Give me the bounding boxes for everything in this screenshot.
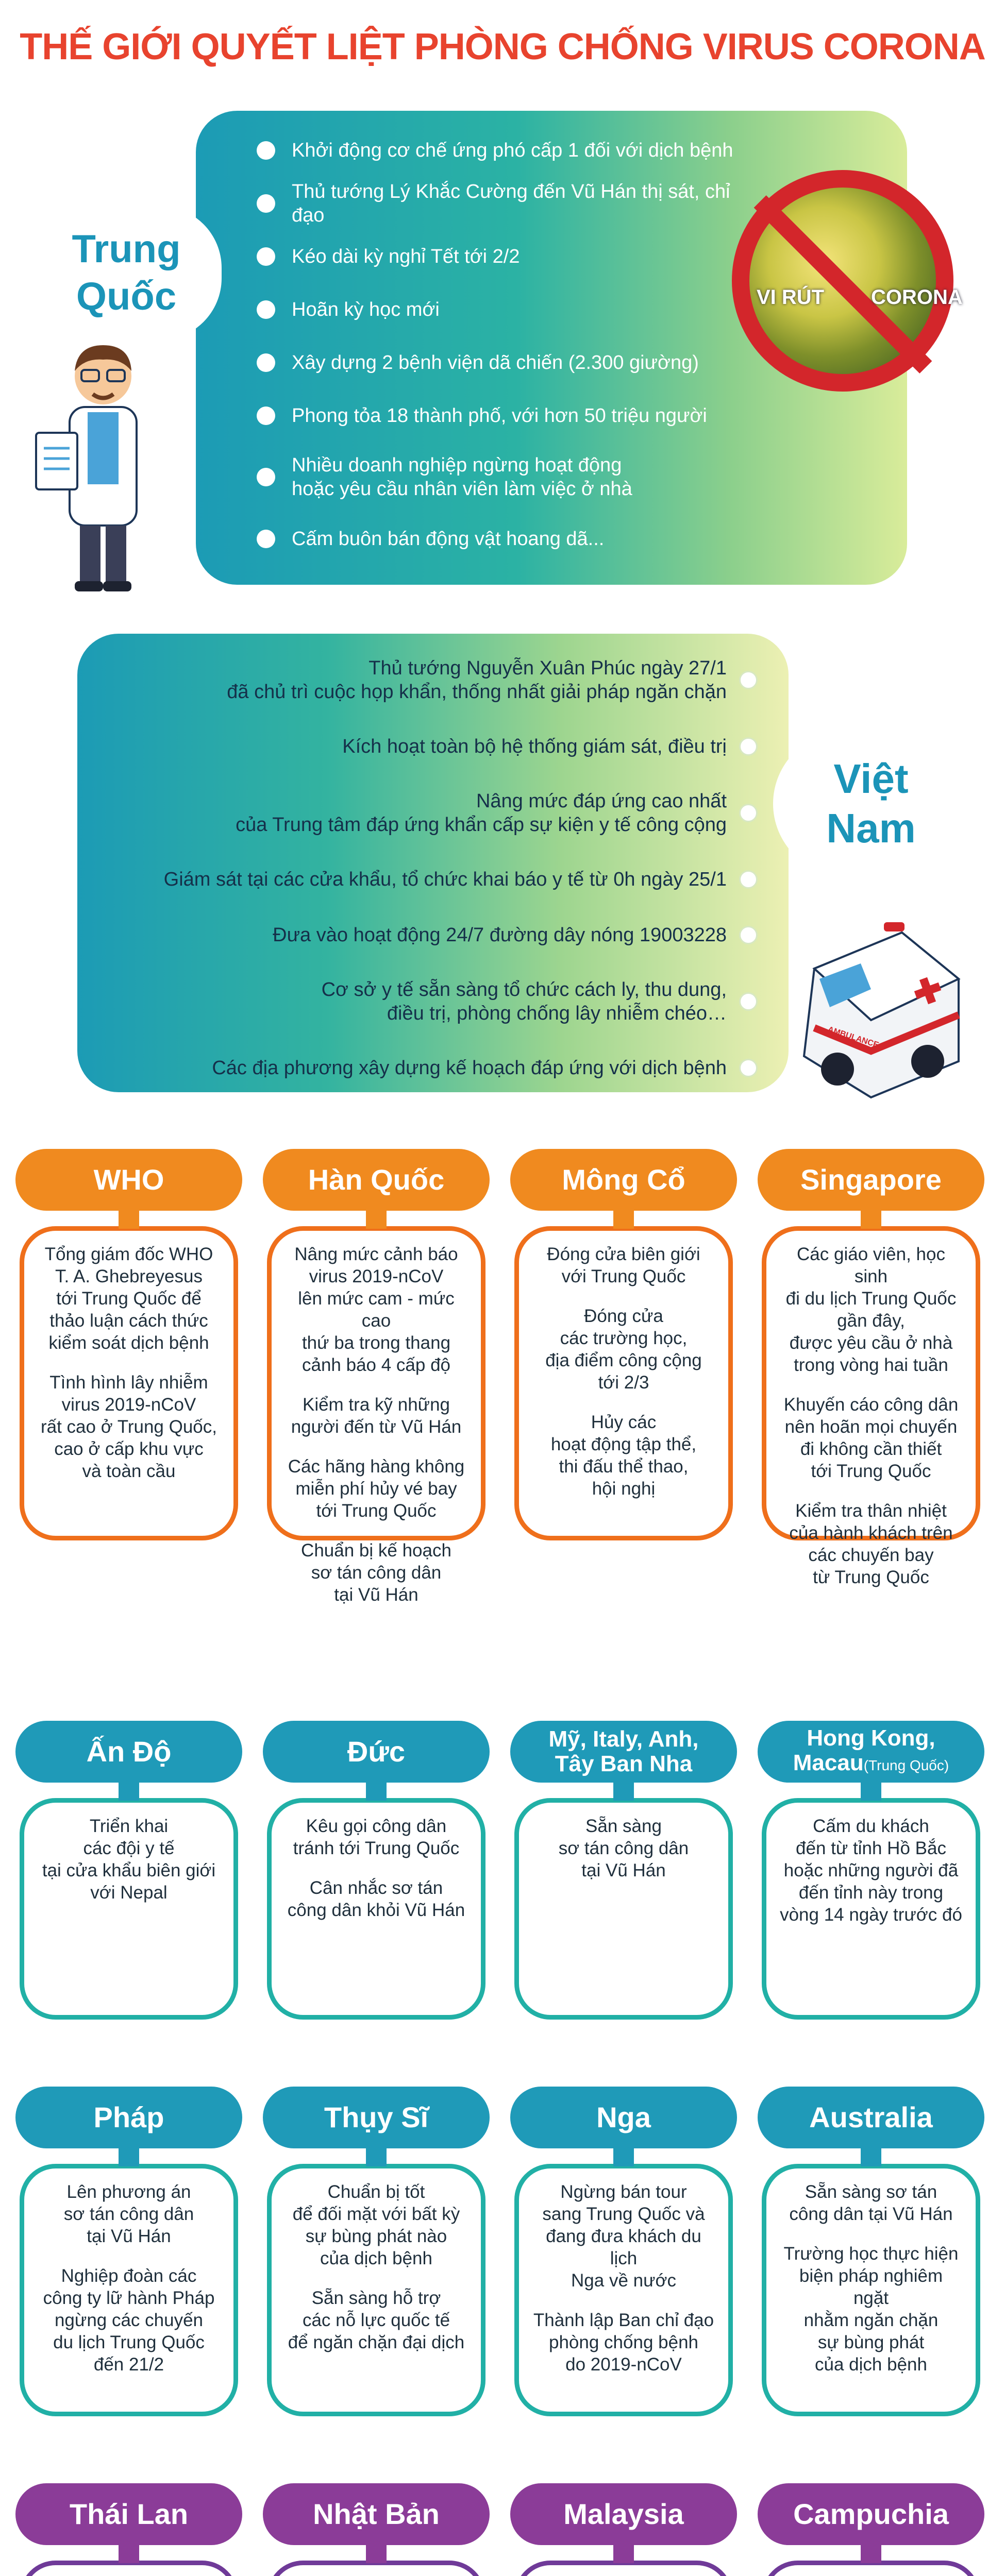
country-measure-text: Kiểm tra kỹ những người đến từ Vũ Hán xyxy=(291,1395,462,1437)
china-measures-list xyxy=(242,124,758,565)
country-measure-text: Lên phương án sơ tán công dân tại Vũ Hán xyxy=(63,2182,194,2246)
pill-connector xyxy=(366,2543,387,2563)
country-measure-text: Sẵn sàng hỗ trợ các nỗ lực quốc tế để ngăn chặn đại dịch xyxy=(288,2288,465,2352)
country-measure-text: Các giáo viên, học sinh đi du lịch Trung Quốc gần đây, được yêu cầu ở nhà trong vòng hai tuần xyxy=(785,1244,957,1375)
country-measures-box xyxy=(514,1226,733,1540)
china-measure-item xyxy=(242,512,758,565)
country-measure-text: Đóng cửa biên giới với Trung Quốc xyxy=(547,1244,700,1286)
china-measure-text: Phong tỏa 18 thành phố, với hơn 50 triệu người xyxy=(292,404,707,427)
vietnam-measure-text: Các địa phương xây dựng kế hoạch đáp ứng với dịch bệnh xyxy=(212,1057,727,1079)
pill-connector xyxy=(861,1208,881,1229)
bullet-dot-icon xyxy=(257,353,275,372)
country-name-pill xyxy=(758,1721,984,1783)
country-name-pill xyxy=(263,1149,490,1211)
country-name: Ấn Độ xyxy=(86,1735,172,1768)
china-measure-item xyxy=(242,389,758,442)
country-name: Nhật Bản xyxy=(313,2498,440,2530)
country-measures-box xyxy=(762,1798,980,2020)
vietnam-measure-text: Kích hoạt toàn bộ hệ thống giám sát, điều trị xyxy=(342,736,727,757)
bullet-dot-icon xyxy=(739,870,758,889)
bullet-dot-icon xyxy=(257,468,275,486)
china-measure-item xyxy=(242,283,758,336)
china-measure-text: Kéo dài kỳ nghỉ Tết tới 2/2 xyxy=(292,245,520,267)
vietnam-measure-item xyxy=(103,719,763,774)
country-measure-text: Trường học thực hiện biện pháp nghiêm ngặt nhằm ngăn chặn sự bùng phát của dịch bệnh xyxy=(783,2244,959,2375)
vietnam-measure-text: Nâng mức đáp ứng cao nhất của Trung tâm đáp ứng khẩn cấp sự kiện y tế công cộng xyxy=(236,790,727,836)
bullet-dot-icon xyxy=(739,926,758,944)
china-measure-item xyxy=(242,230,758,283)
country-name-pill xyxy=(15,2483,242,2545)
pill-connector xyxy=(861,1780,881,1801)
china-measure-item xyxy=(242,177,758,230)
country-name-pill xyxy=(758,1149,984,1211)
vietnam-measure-text: Thủ tướng Nguyễn Xuân Phúc ngày 27/1 đã chủ trì cuộc họp khẩn, thống nhất giải pháp ngăn chặn xyxy=(227,657,727,703)
country-name: Hong Kong, Macau(Trung Quốc) xyxy=(793,1725,949,1775)
country-measure-text: Nâng mức cảnh báo virus 2019-nCoV lên mức cam - mức cao thứ ba trong thang cảnh báo 4 cấp độ xyxy=(294,1244,458,1375)
vietnam-label-line1: Việt xyxy=(833,756,909,802)
pill-connector xyxy=(861,2543,881,2563)
country-measures-box xyxy=(20,1798,238,2020)
vietnam-measures-list xyxy=(103,641,763,1096)
country-name-pill xyxy=(510,2483,737,2545)
country-measure-text: Các hãng hàng không miễn phí hủy vé bay tới Trung Quốc xyxy=(288,1456,465,1521)
bullet-dot-icon xyxy=(739,737,758,756)
country-measure-text: Chuẩn bị kế hoạch sơ tán công dân tại Vũ Hán xyxy=(301,1540,451,1605)
country-measures-box xyxy=(267,1798,485,2020)
pill-connector xyxy=(366,1780,387,1801)
country-name: WHO xyxy=(93,1163,164,1196)
country-measure-text: Chuẩn bị tốt để đối mặt với bất kỳ sự bùng phát nào của dịch bệnh xyxy=(292,2182,460,2268)
country-measure-text: Kêu gọi công dân tránh tới Trung Quốc xyxy=(293,1816,460,1858)
china-measure-text: Thủ tướng Lý Khắc Cường đến Vũ Hán thị sát, chỉ đạo xyxy=(292,180,730,226)
country-measures-box xyxy=(20,2164,238,2416)
pill-connector xyxy=(119,1780,139,1801)
virus-word-right: CORONA xyxy=(871,286,963,309)
country-name: Mỹ, Italy, Anh, Tây Ban Nha xyxy=(548,1726,699,1776)
vietnam-measure-item xyxy=(103,963,763,1040)
country-measure-text: Sẵn sàng sơ tán công dân tại Vũ Hán xyxy=(558,1816,689,1880)
country-name-pill xyxy=(510,2087,737,2148)
country-name: Singapore xyxy=(800,1163,942,1196)
country-name-note: (Trung Quốc) xyxy=(863,1757,949,1773)
vietnam-label-line2: Nam xyxy=(826,805,916,851)
country-name-pill xyxy=(263,2087,490,2148)
country-name: Pháp xyxy=(93,2101,164,2133)
country-measure-text: Cấm du khách đến từ tỉnh Hồ Bắc hoặc những người đã đến tỉnh này trong vòng 14 ngày trước đó xyxy=(780,1816,962,1925)
ambulance-text: AMBULANCE xyxy=(826,1025,880,1050)
page-title: THẾ GIỚI QUYẾT LIỆT PHÒNG CHỐNG VIRUS CORONA xyxy=(20,26,985,67)
country-name: Australia xyxy=(809,2101,933,2133)
pill-connector xyxy=(366,2146,387,2166)
pill-connector xyxy=(613,1208,634,1229)
bullet-dot-icon xyxy=(257,247,275,266)
bullet-dot-icon xyxy=(739,671,758,689)
country-name: Đức xyxy=(347,1735,406,1768)
bullet-dot-icon xyxy=(257,530,275,548)
vietnam-measure-text: Đưa vào hoạt động 24/7 đường dây nóng 19003228 xyxy=(273,924,727,946)
country-name-pill xyxy=(758,2483,984,2545)
pill-connector xyxy=(613,1780,634,1801)
country-name-pill xyxy=(15,2087,242,2148)
virus-word-left: VI RÚT xyxy=(757,286,825,309)
country-name-pill xyxy=(15,1149,242,1211)
country-name: Nga xyxy=(596,2101,651,2133)
vietnam-measure-item xyxy=(103,1040,763,1096)
country-measure-text: Kiểm tra thân nhiệt của hành khách trên các chuyến bay từ Trung Quốc xyxy=(789,1501,953,1587)
country-measure-text: Thành lập Ban chỉ đạo phòng chống bệnh do 2019-nCoV xyxy=(533,2310,714,2375)
country-measures-box xyxy=(20,1226,238,1540)
country-name: Campuchia xyxy=(793,2498,949,2530)
country-measure-text: Sẵn sàng sơ tán công dân tại Vũ Hán xyxy=(789,2182,953,2224)
country-name-pill xyxy=(510,1721,737,1783)
country-name: Malaysia xyxy=(563,2498,684,2530)
china-label-line2: Quốc xyxy=(76,275,177,318)
vietnam-measure-item xyxy=(103,907,763,963)
bullet-dot-icon xyxy=(257,194,275,213)
china-measure-text: Hoãn kỳ học mới xyxy=(292,298,440,320)
vietnam-measure-item xyxy=(103,641,763,719)
pill-connector xyxy=(119,1208,139,1229)
pill-connector xyxy=(613,2543,634,2563)
pill-connector xyxy=(366,1208,387,1229)
country-name-pill xyxy=(758,2087,984,2148)
bullet-dot-icon xyxy=(739,804,758,822)
country-measure-text: Tổng giám đốc WHO T. A. Ghebreyesus tới Trung Quốc để thảo luận cách thức kiểm soát dịch bệnh xyxy=(44,1244,213,1353)
country-name: Thụy Sĩ xyxy=(324,2101,429,2133)
china-label-line1: Trung xyxy=(72,227,181,271)
country-measure-text: Khuyến cáo công dân nên hoãn mọi chuyến đi không cần thiết tới Trung Quốc xyxy=(783,1395,959,1481)
country-measures-box xyxy=(762,1226,980,1587)
pill-connector xyxy=(613,2146,634,2166)
china-measure-text: Nhiều doanh nghiệp ngừng hoạt động hoặc yêu cầu nhân viên làm việc ở nhà xyxy=(292,454,632,500)
country-measures-box xyxy=(762,2164,980,2416)
bullet-dot-icon xyxy=(739,992,758,1011)
doctor-illustration xyxy=(21,330,186,598)
pill-connector xyxy=(861,2146,881,2166)
country-name: Thái Lan xyxy=(69,2498,189,2530)
vietnam-measure-text: Cơ sở y tế sẵn sàng tổ chức cách ly, thu dung, điều trị, phòng chống lây nhiễm chéo… xyxy=(321,979,727,1024)
ambulance-illustration xyxy=(783,891,979,1108)
china-measure-text: Xây dựng 2 bệnh viện dã chiến (2.300 giường) xyxy=(292,351,699,374)
bullet-dot-icon xyxy=(739,1059,758,1077)
china-measure-text: Cấm buôn bán động vật hoang dã... xyxy=(292,528,605,550)
country-measures-box xyxy=(514,1798,733,2020)
pill-connector xyxy=(119,2543,139,2563)
country-name-pill xyxy=(510,1149,737,1211)
china-measure-item xyxy=(242,124,758,177)
china-measure-item xyxy=(242,336,758,389)
china-label xyxy=(31,206,222,340)
country-measures-box xyxy=(267,2164,485,2416)
country-measure-text: Cân nhắc sơ tán công dân khỏi Vũ Hán xyxy=(287,1878,465,1920)
pill-connector xyxy=(119,2146,139,2166)
vietnam-measure-item xyxy=(103,852,763,907)
country-measure-text: Nghiệp đoàn các công ty lữ hành Pháp ngừng các chuyến du lịch Trung Quốc đến 21/2 xyxy=(43,2266,215,2375)
bullet-dot-icon xyxy=(257,406,275,425)
china-measure-text: Khởi động cơ chế ứng phó cấp 1 đối với dịch bệnh xyxy=(292,139,733,161)
country-name-pill xyxy=(263,2483,490,2545)
bullet-dot-icon xyxy=(257,300,275,319)
country-measure-text: Ngừng bán tour sang Trung Quốc và đang đưa khách du lịch Nga về nước xyxy=(542,2182,705,2291)
country-name-pill xyxy=(263,1721,490,1783)
country-measure-text: Tình hình lây nhiễm virus 2019-nCoV rất cao ở Trung Quốc, cao ở cấp khu vực và toàn cầu xyxy=(40,1372,217,1481)
country-measures-box xyxy=(514,2164,733,2416)
country-name: Mông Cổ xyxy=(562,1163,685,1196)
country-measure-text: Hủy các hoạt động tập thể, thi đấu thể thao, hội nghị xyxy=(550,1412,697,1499)
bullet-dot-icon xyxy=(257,141,275,160)
vietnam-label xyxy=(773,732,969,876)
vietnam-measure-text: Giám sát tại các cửa khẩu, tổ chức khai báo y tế từ 0h ngày 25/1 xyxy=(163,869,727,890)
country-measure-text: Triển khai các đội y tế tại cửa khẩu biên giới với Nepal xyxy=(42,1816,216,1903)
vietnam-measure-item xyxy=(103,774,763,852)
china-measure-item xyxy=(242,442,758,512)
country-name: Hàn Quốc xyxy=(308,1163,445,1196)
country-name-pill xyxy=(15,1721,242,1783)
country-measures-box xyxy=(267,1226,485,1605)
country-measure-text: Đóng cửa các trường học, địa điểm công cộng tới 2/3 xyxy=(545,1306,702,1393)
